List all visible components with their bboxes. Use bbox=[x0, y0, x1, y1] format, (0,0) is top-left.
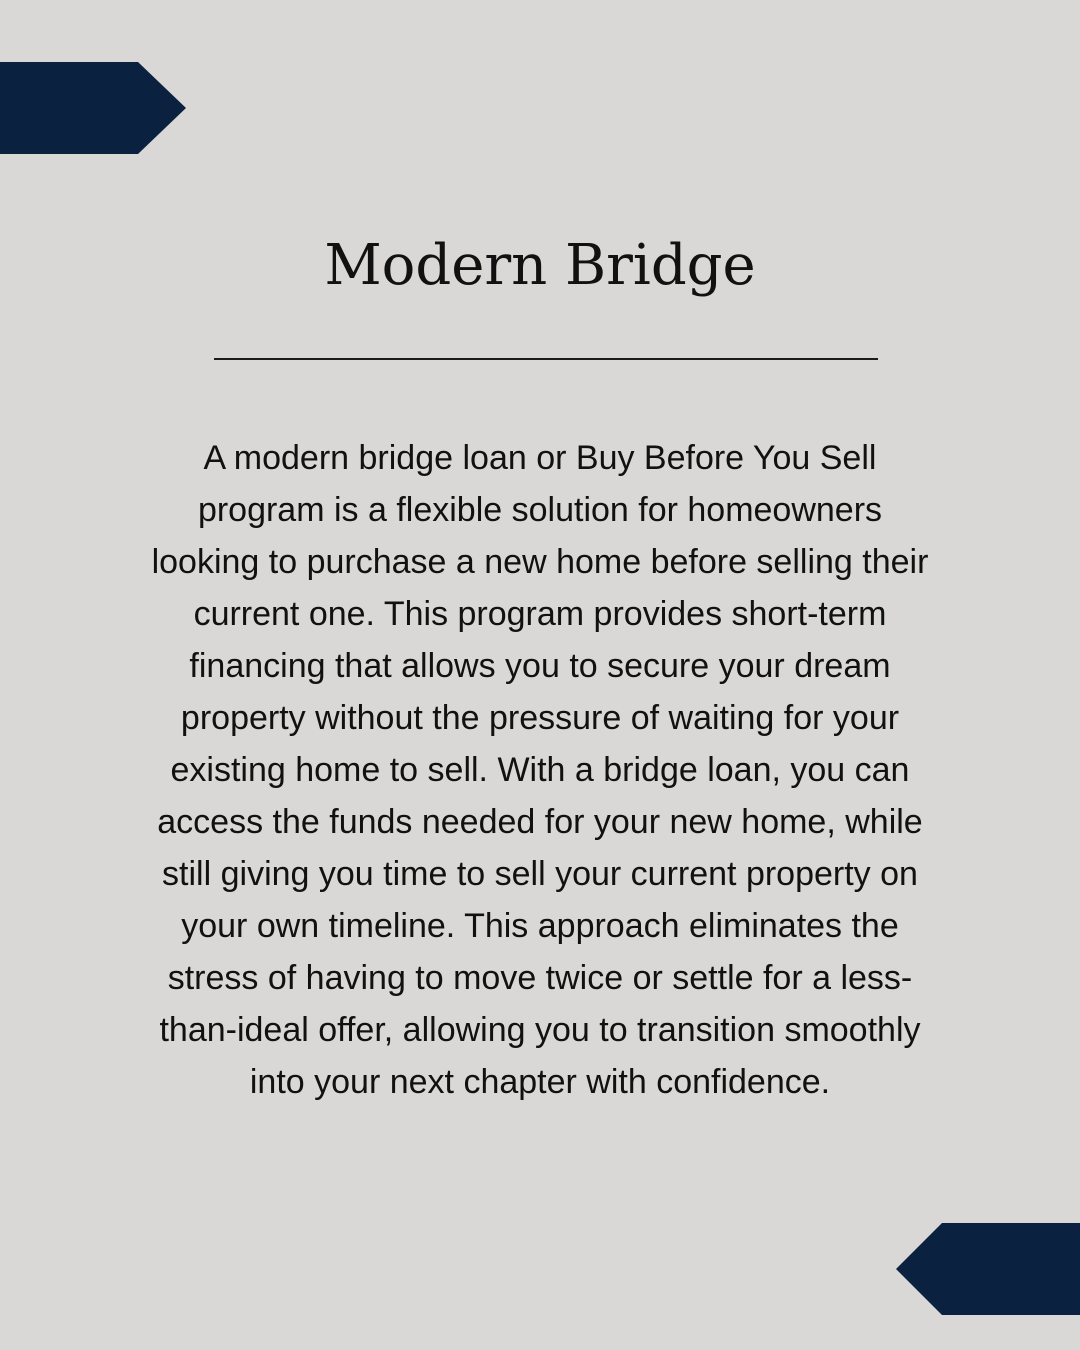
corner-arrow-tag-top-left bbox=[0, 62, 186, 154]
corner-arrow-tag-bottom-right bbox=[896, 1223, 1080, 1315]
description-paragraph: A modern bridge loan or Buy Before You Sell program is a flexible solution for homeowners looking to purchase a new home before selling their current one. This program provides short-term financing that allows you to secure your dream property without the pressure of waiting for your existing home to sell. With a bridge loan, you can access the funds needed for your new home, while still giving you time to sell your current property on your own timeline. This approach eliminates the stress of having to move twice or settle for a less-than-ideal offer, allowing you to transition smoothly into your next chapter with confidence. bbox=[151, 439, 929, 1101]
page-title: Modern Bridge bbox=[324, 233, 756, 298]
title-divider bbox=[214, 358, 878, 360]
